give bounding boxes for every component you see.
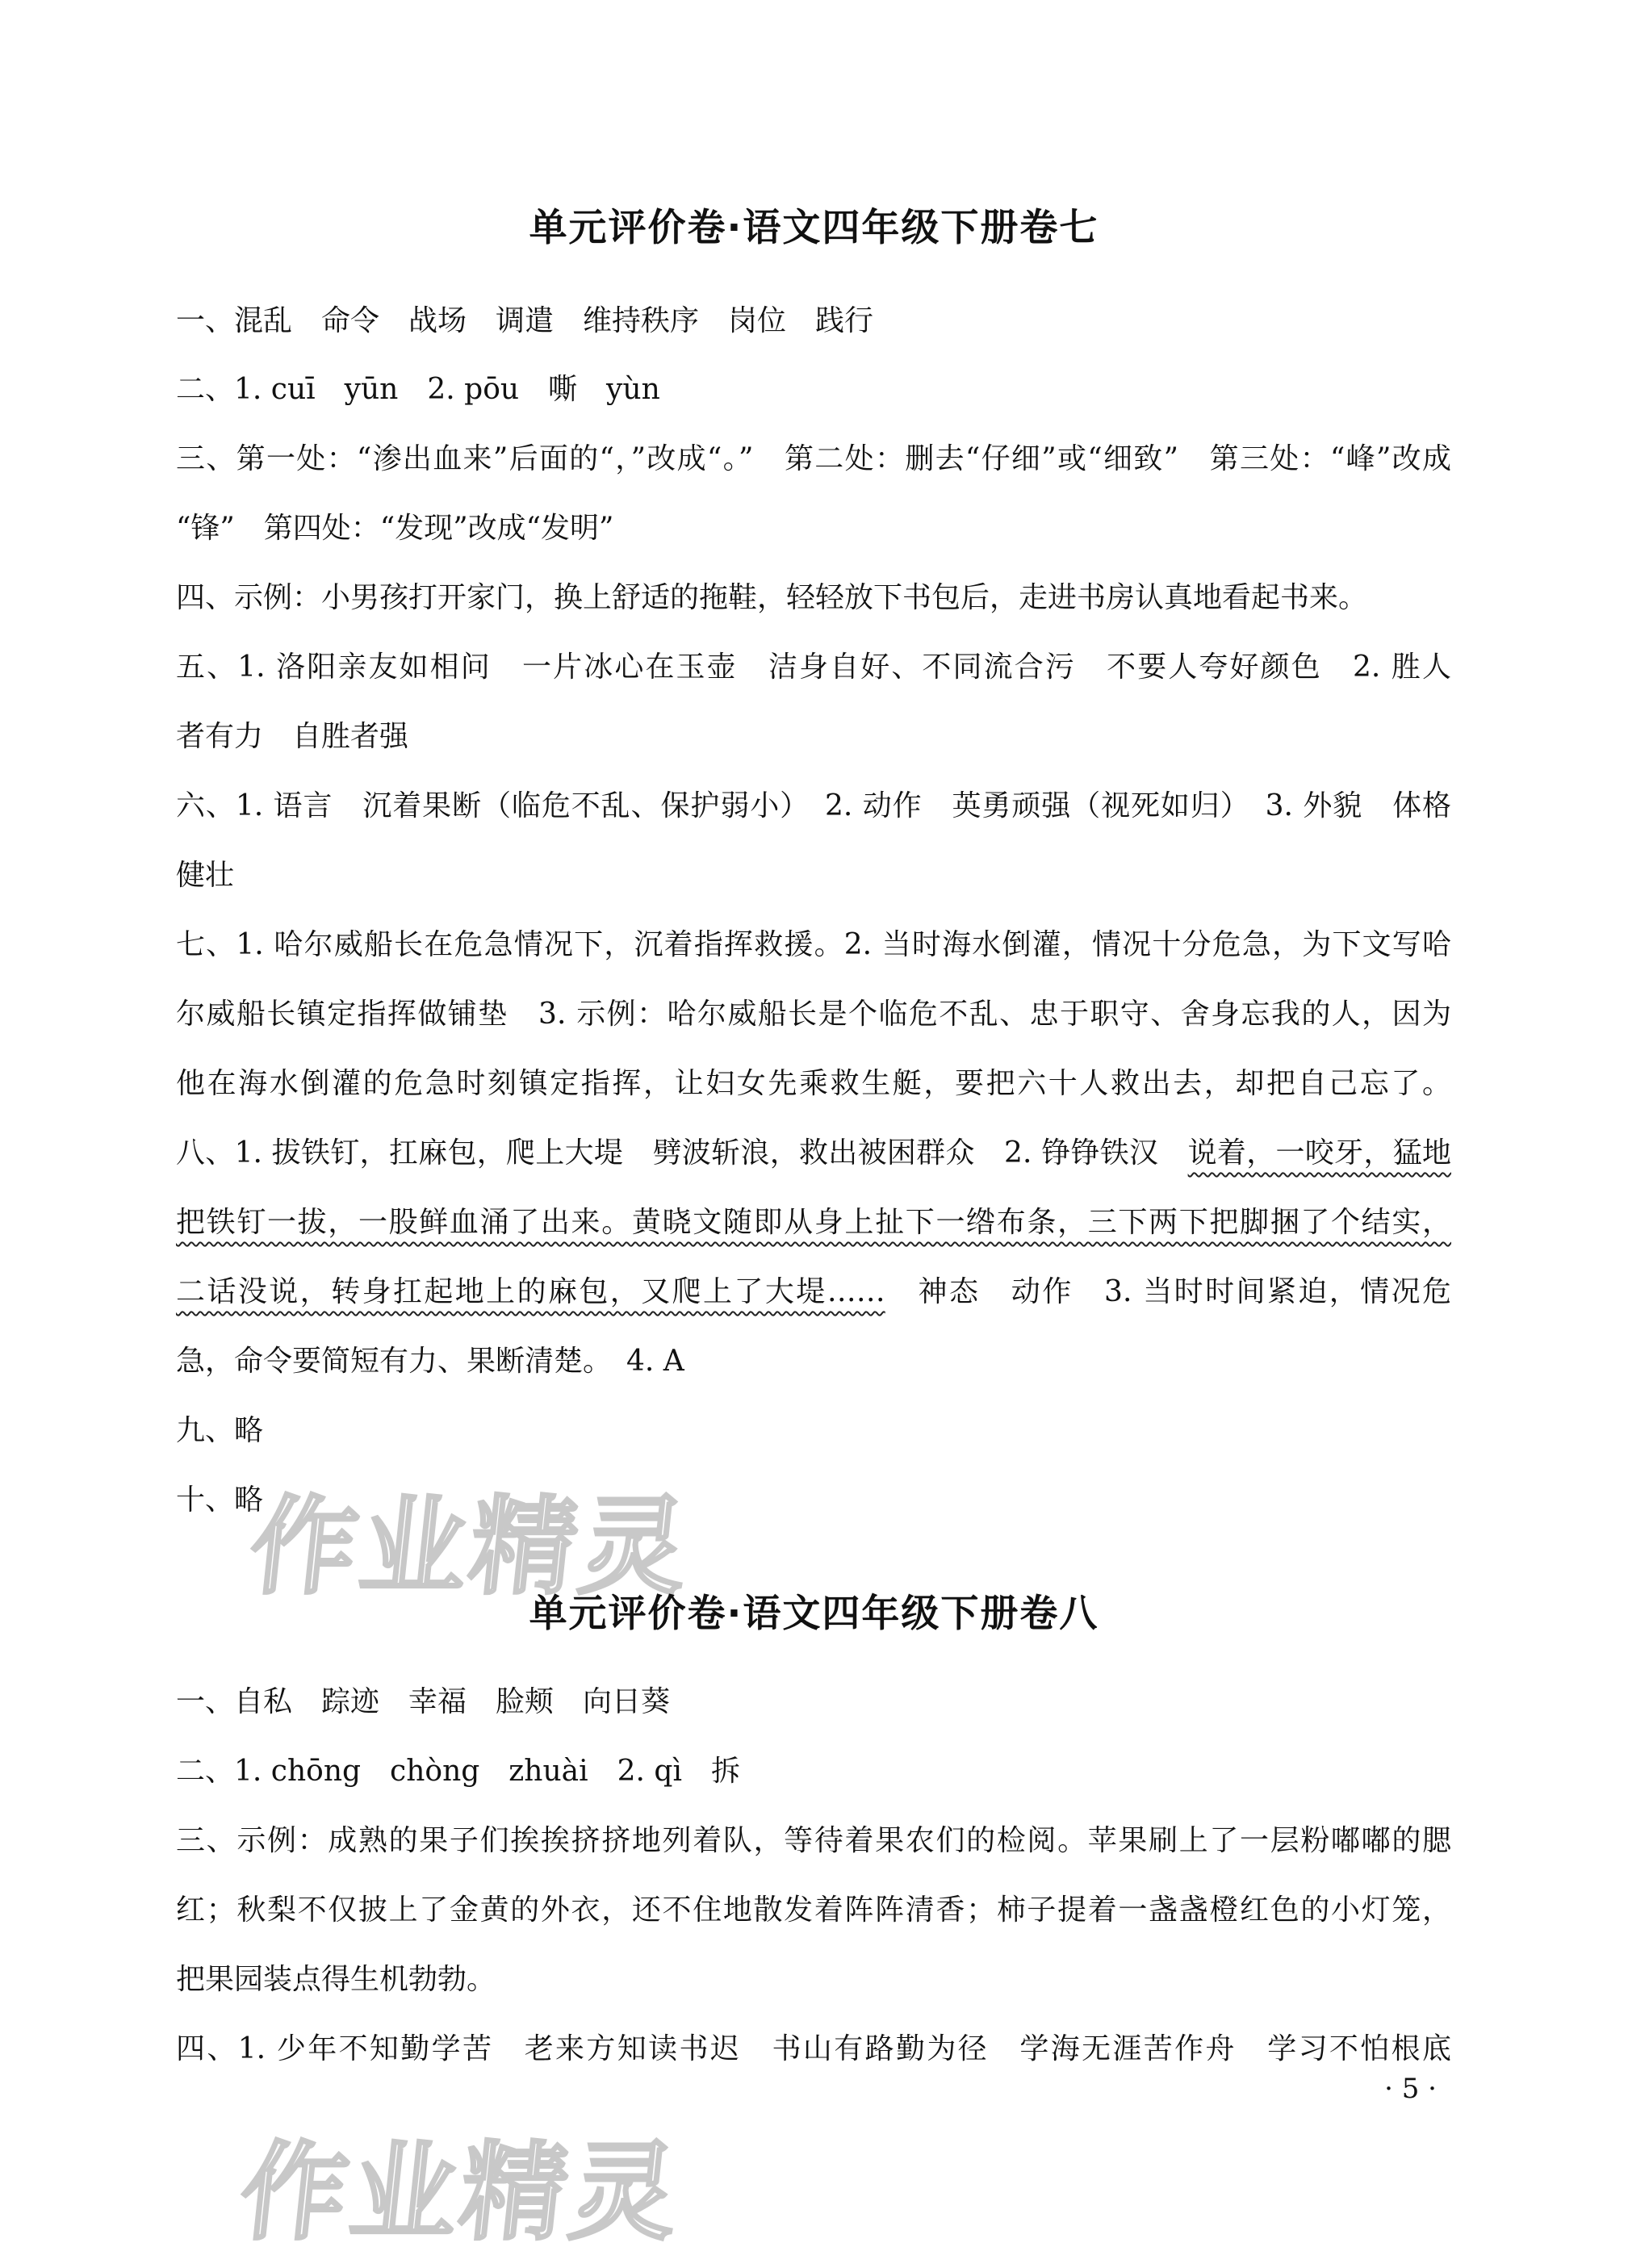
answer-line-q8 bbox=[176, 1134, 1451, 1173]
wavy-underlined-text: 二话没说，转身扛起地上的麻包，又爬上了大堤…… bbox=[176, 1275, 885, 1308]
answer-text: 神态 动作 3. 当时时间紧迫，情况危 bbox=[885, 1275, 1451, 1308]
page-number: · 5 · bbox=[1384, 2073, 1437, 2105]
answer-line: 七、1. 哈尔威船长在危急情况下，沉着指挥救援。2. 当时海水倒灌，情况十分危急，为下文写哈 bbox=[176, 928, 1451, 961]
watermark: 作业精灵 bbox=[244, 1485, 697, 1609]
wavy-underlined-text: 说着，一咬牙，猛地 bbox=[1187, 1136, 1451, 1170]
answer-line: 一、混乱 命令 战场 调遣 维持秩序 岗位 践行 bbox=[176, 304, 874, 337]
answer-line: 四、1. 少年不知勤学苦 老来方知读书迟 书山有路勤为径 学海无涯苦作舟 学习不怕根底 bbox=[176, 2032, 1451, 2065]
answer-line: 三、示例：成熟的果子们挨挨挤挤地列着队，等待着果农们的检阅。苹果刷上了一层粉嘟嘟的腮 bbox=[176, 1824, 1451, 1857]
answer-line: 十、略 bbox=[176, 1483, 264, 1517]
answer-line: “锋” 第四处：“发现”改成“发明” bbox=[176, 512, 614, 545]
answer-line: 他在海水倒灌的危急时刻镇定指挥，让妇女先乘救生艇，要把六十人救出去，却把自己忘了。 bbox=[176, 1067, 1451, 1100]
answer-line-q8 bbox=[176, 1273, 1451, 1312]
answer-line: 二、1. chōng chòng zhuài 2. qì 拆 bbox=[176, 1755, 740, 1788]
answer-line: 四、示例：小男孩打开家门，换上舒适的拖鞋，轻轻放下书包后，走进书房认真地看起书来。 bbox=[176, 581, 1368, 614]
section-title-8: 单元评价卷·语文四年级下册卷八 bbox=[529, 1592, 1099, 1636]
answer-line: 二、1. cuī yūn 2. pōu 嘶 yùn bbox=[176, 373, 660, 406]
answer-line: 尔威船长镇定指挥做铺垫 3. 示例：哈尔威船长是个临危不乱、忠于职守、舍身忘我的人，因为 bbox=[176, 998, 1451, 1031]
answer-line: 六、1. 语言 沉着果断（临危不乱、保护弱小） 2. 动作 英勇顽强（视死如归） 3. 外貌 体格 bbox=[176, 789, 1451, 822]
answer-line: 急，命令要简短有力、果断清楚。 4. A bbox=[176, 1345, 684, 1378]
answer-line: 把果园装点得生机勃勃。 bbox=[176, 1963, 496, 1996]
watermark: 作业精灵 bbox=[234, 2131, 687, 2255]
wavy-underlined-text: 把铁钉一拔，一股鲜血涌了出来。黄晓文随即从身上扯下一绺布条，三下两下把脚捆了个结实， bbox=[176, 1206, 1451, 1239]
answer-line: 九、略 bbox=[176, 1414, 264, 1447]
answer-line: 红；秋梨不仅披上了金黄的外衣，还不住地散发着阵阵清香；柿子提着一盏盏橙红色的小灯笼， bbox=[176, 1893, 1451, 1927]
answer-text: 八、1. 拔铁钉，扛麻包，爬上大堤 劈波斩浪，救出被困群众 2. 铮铮铁汉 bbox=[176, 1136, 1188, 1170]
section-title-7: 单元评价卷·语文四年级下册卷七 bbox=[529, 206, 1099, 250]
answer-line: 者有力 自胜者强 bbox=[176, 720, 409, 753]
answer-line: 五、1. 洛阳亲友如相问 一片冰心在玉壶 洁身自好、不同流合污 不要人夸好颜色 2. 胜人 bbox=[176, 651, 1451, 684]
answer-line: 三、第一处：“渗出血来”后面的“，”改成“。” 第二处：删去“仔细”或“细致” 第三处：“峰”改成 bbox=[176, 442, 1451, 475]
answer-line: 一、自私 踪迹 幸福 脸颊 向日葵 bbox=[176, 1685, 671, 1718]
answer-line: 健壮 bbox=[176, 859, 235, 892]
answer-line-q8 bbox=[176, 1203, 1451, 1242]
